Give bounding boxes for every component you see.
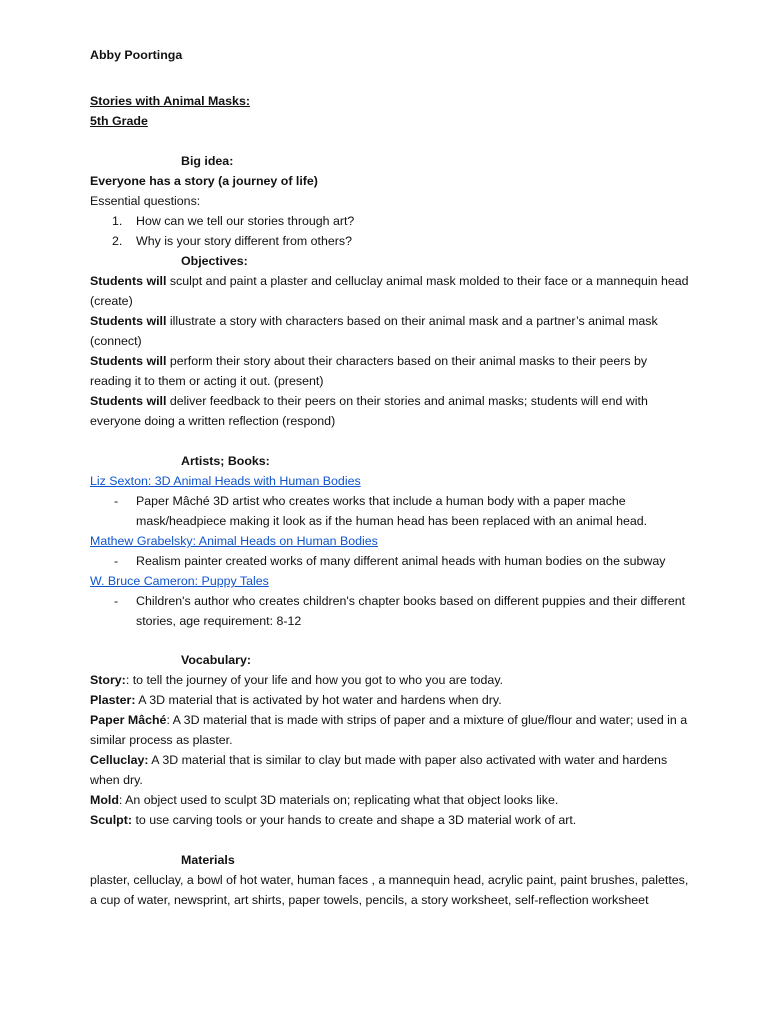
author-name: Abby Poortinga: [90, 48, 183, 62]
vocab-definition: to use carving tools or your hands to create and shape a 3D material work of art.: [132, 813, 577, 827]
vocab-entry: [90, 710, 690, 750]
objective-lead: Students will: [90, 354, 167, 368]
objective-lead: Students will: [90, 314, 167, 328]
vocab-term: Plaster:: [90, 693, 136, 707]
objective: [90, 311, 690, 351]
vocab-entry: [90, 670, 690, 690]
artist-link[interactable]: Liz Sexton: 3D Animal Heads with Human Bodies: [90, 474, 361, 488]
big-idea-text: Everyone has a story (a journey of life): [90, 174, 318, 188]
vocab-entry: [90, 690, 690, 710]
dash-bullet: -: [114, 494, 119, 508]
vocab-term: Mold: [90, 793, 119, 807]
vocab-definition: : A 3D material that is made with strips of paper and a mixture of glue/flour and water; used in a similar process as plaster.: [90, 713, 688, 747]
grade-level: 5th Grade: [90, 114, 148, 128]
big-idea-heading: Big idea:: [181, 154, 234, 168]
objective-lead: Students will: [90, 394, 167, 408]
vocab-definition: : to tell the journey of your life and how you got to who you are today.: [125, 673, 504, 687]
objective: [90, 271, 690, 311]
vocab-entry: [90, 810, 690, 830]
vocab-term: Celluclay:: [90, 753, 149, 767]
book-link[interactable]: W. Bruce Cameron: Puppy Tales: [90, 574, 269, 588]
vocabulary-heading: Vocabulary:: [181, 653, 252, 667]
vocab-definition: A 3D material that is similar to clay but made with paper also activated with water and hardens when dry.: [90, 753, 668, 787]
objective-text: sculpt and paint a plaster and celluclay animal mask molded to their face or a mannequin head (create): [90, 274, 689, 308]
artist-description: [90, 551, 690, 571]
document-page: [90, 45, 690, 910]
list-item: [90, 231, 690, 251]
objective-text: perform their story about their characters based on their animal masks to their peers by reading it to them or acting it out. (present): [90, 354, 648, 388]
materials-list: plaster, celluclay, a bowl of hot water, human faces , a mannequin head, acrylic paint, paint brushes, palettes, a cup of water, newsprint, art shirts, paper towels, pencils, a story worksheet, self-reflection worksheet: [90, 873, 689, 907]
objectives-heading: Objectives:: [181, 254, 248, 268]
objective: [90, 391, 690, 431]
list-number: 2.: [112, 234, 123, 248]
vocab-definition: : An object used to sculpt 3D materials on; replicating what that object looks like.: [118, 793, 559, 807]
artist-link[interactable]: Mathew Grabelsky: Animal Heads on Human Bodies: [90, 534, 378, 548]
objective-text: illustrate a story with characters based on their animal mask and a partner’s animal mask (connect): [90, 314, 658, 348]
essential-questions-heading: Essential questions:: [90, 194, 201, 208]
lesson-title: Stories with Animal Masks:: [90, 94, 250, 108]
objective-lead: Students will: [90, 274, 167, 288]
vocab-term: Paper Mâché: [90, 713, 167, 727]
objective-text: deliver feedback to their peers on their stories and animal masks; students will end with everyone doing a written reflection (respond): [90, 394, 648, 428]
dash-bullet: -: [114, 594, 119, 608]
question-text: How can we tell our stories through art?: [136, 214, 355, 228]
vocab-definition: A 3D material that is activated by hot water and hardens when dry.: [135, 693, 502, 707]
dash-bullet: -: [114, 554, 119, 568]
materials-heading: Materials: [181, 853, 235, 867]
book-description: [90, 591, 690, 631]
description-text: Children's author who creates children's chapter books based on different puppies and their different stories, age requirement: 8-12: [136, 594, 686, 628]
description-text: Paper Mâché 3D artist who creates works that include a human body with a paper mache mask/headpiece making it look as if the human head has been replaced with an animal head.: [136, 494, 648, 528]
question-text: Why is your story different from others?: [136, 234, 352, 248]
description-text: Realism painter created works of many different animal heads with human bodies on the subway: [136, 554, 666, 568]
vocab-term: Sculpt:: [90, 813, 132, 827]
artist-description: [90, 491, 690, 531]
artists-heading: Artists; Books:: [181, 454, 270, 468]
list-item: [90, 211, 690, 231]
vocab-entry: [90, 790, 690, 810]
vocab-term: Story:: [90, 673, 126, 687]
list-number: 1.: [112, 214, 123, 228]
objective: [90, 351, 690, 391]
vocab-entry: [90, 750, 690, 790]
